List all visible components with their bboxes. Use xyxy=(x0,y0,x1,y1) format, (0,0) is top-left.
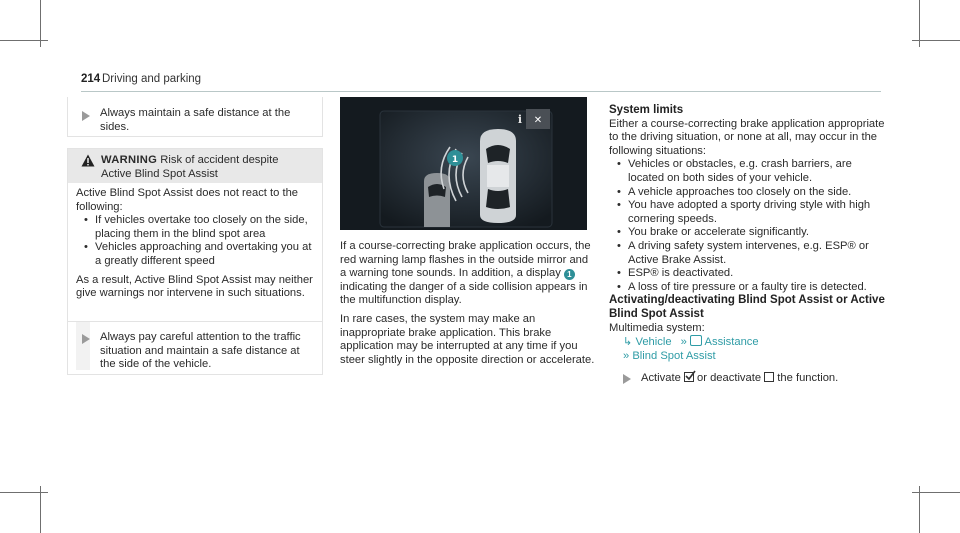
svg-text:1: 1 xyxy=(451,155,459,165)
menu-item-blind-spot-assist[interactable]: Blind Spot Assist xyxy=(632,349,716,362)
blind-spot-display-illustration xyxy=(340,97,587,230)
own-vehicle-icon xyxy=(480,129,516,223)
crop-mark xyxy=(919,486,920,533)
list-item: • You have adopted a sporty driving style with high cornering speeds. xyxy=(617,199,871,225)
other-vehicle-icon xyxy=(424,173,450,227)
list-item: • Vehicles or obstacles, e.g. crash barriers, are located on both sides of your vehicle. xyxy=(617,158,852,184)
crop-mark xyxy=(0,492,48,493)
warning-title xyxy=(101,154,316,181)
checkbox-empty-icon[interactable] xyxy=(764,372,774,382)
instruction-text: Always maintain a safe distance at the sides. xyxy=(100,107,291,133)
caption-paragraph-1: If a course-correcting brake application occurs, the red warning lamp flashes in the outside mirror and a warning tone sounds. In addition, a display 1 indicating the danger of a side collision appears in the multifunction display. xyxy=(340,240,591,307)
instruction-box xyxy=(67,97,323,137)
callout-badge: 1 xyxy=(564,269,575,280)
crop-mark xyxy=(912,40,960,41)
crop-mark xyxy=(912,492,960,493)
warning-intro: Active Blind Spot Assist does not react to the following: xyxy=(76,187,299,213)
multimedia-label: Multimedia system: xyxy=(609,321,705,334)
list-item: • A vehicle approaches too closely on the side. xyxy=(617,185,852,198)
menu-path xyxy=(609,350,889,364)
list-item: • A loss of tire pressure or a faulty tire is detected. xyxy=(617,280,867,293)
instruction-arrow-icon xyxy=(82,111,90,121)
double-chevron-icon: » xyxy=(680,336,687,349)
caption-paragraph-2: In rare cases, the system may make an inappropriate brake application. This brake application may be interrupted at any time if you steer slightly in the opposite direction or accelerate. xyxy=(340,312,595,366)
header-rule xyxy=(81,91,881,92)
list-item: • You brake or accelerate significantly. xyxy=(617,226,809,239)
display-figure xyxy=(340,97,587,230)
right-column xyxy=(609,104,889,386)
instruction-text: Always pay careful attention to the traffic situation and maintain a safe distance at the side of the vehicle. xyxy=(100,331,301,371)
activate-instruction: Activate or deactivate the function. xyxy=(609,372,889,386)
list-item: • Vehicles approaching and overtaking you at a greatly different speed xyxy=(84,241,312,267)
return-arrow-icon: ↳ xyxy=(623,336,633,349)
instruction-arrow-icon xyxy=(623,374,631,384)
section-title: Driving and parking xyxy=(102,73,202,85)
warning-triangle-icon xyxy=(81,154,95,167)
warning-title-line2: Active Blind Spot Assist xyxy=(101,167,218,180)
instruction-arrow-icon xyxy=(82,334,90,344)
page-number: 214 xyxy=(81,73,101,85)
warning-header xyxy=(68,149,322,183)
crop-mark xyxy=(40,486,41,533)
warning-body xyxy=(76,187,316,301)
figure-caption xyxy=(340,240,595,367)
crop-mark xyxy=(0,40,48,41)
info-icon[interactable]: i xyxy=(517,113,523,126)
bullet-text: Vehicles approaching and overtaking you at a greatly different speed xyxy=(95,241,312,267)
section-heading: System limits xyxy=(609,104,684,116)
car-assist-icon xyxy=(690,335,702,346)
checkbox-checked-icon[interactable] xyxy=(684,372,694,382)
section-heading: Activating/deactivating Blind Spot Assist or Active Blind Spot Assist xyxy=(609,294,885,320)
list-item: • ESP® is deactivated. xyxy=(617,267,734,280)
list-item: • A driving safety system intervenes, e.g. ESP® or Active Brake Assist. xyxy=(617,239,869,266)
double-chevron-icon: » xyxy=(623,349,630,362)
menu-item-vehicle[interactable]: Vehicle xyxy=(635,336,672,349)
instruction-box xyxy=(68,321,322,371)
warning-box xyxy=(67,148,323,375)
warning-result: As a result, Active Blind Spot Assist may neither give warnings nor intervene in such situations. xyxy=(76,273,313,300)
list-item: • If vehicles overtake too closely on the side, placing them in the blind spot area xyxy=(84,214,308,240)
warning-label: WARNING xyxy=(101,154,158,166)
menu-path xyxy=(609,335,889,350)
menu-item-assistance[interactable]: Assistance xyxy=(704,336,759,349)
limits-intro: Either a course-correcting brake application appropriate to the driving situation, or none at all, may occur in the following situations: xyxy=(609,117,885,157)
warning-title-line1: Risk of accident despite xyxy=(160,154,279,166)
svg-text:✕: ✕ xyxy=(533,115,543,126)
bullet-text: If vehicles overtake too closely on the side, placing them in the blind spot area xyxy=(95,214,308,240)
